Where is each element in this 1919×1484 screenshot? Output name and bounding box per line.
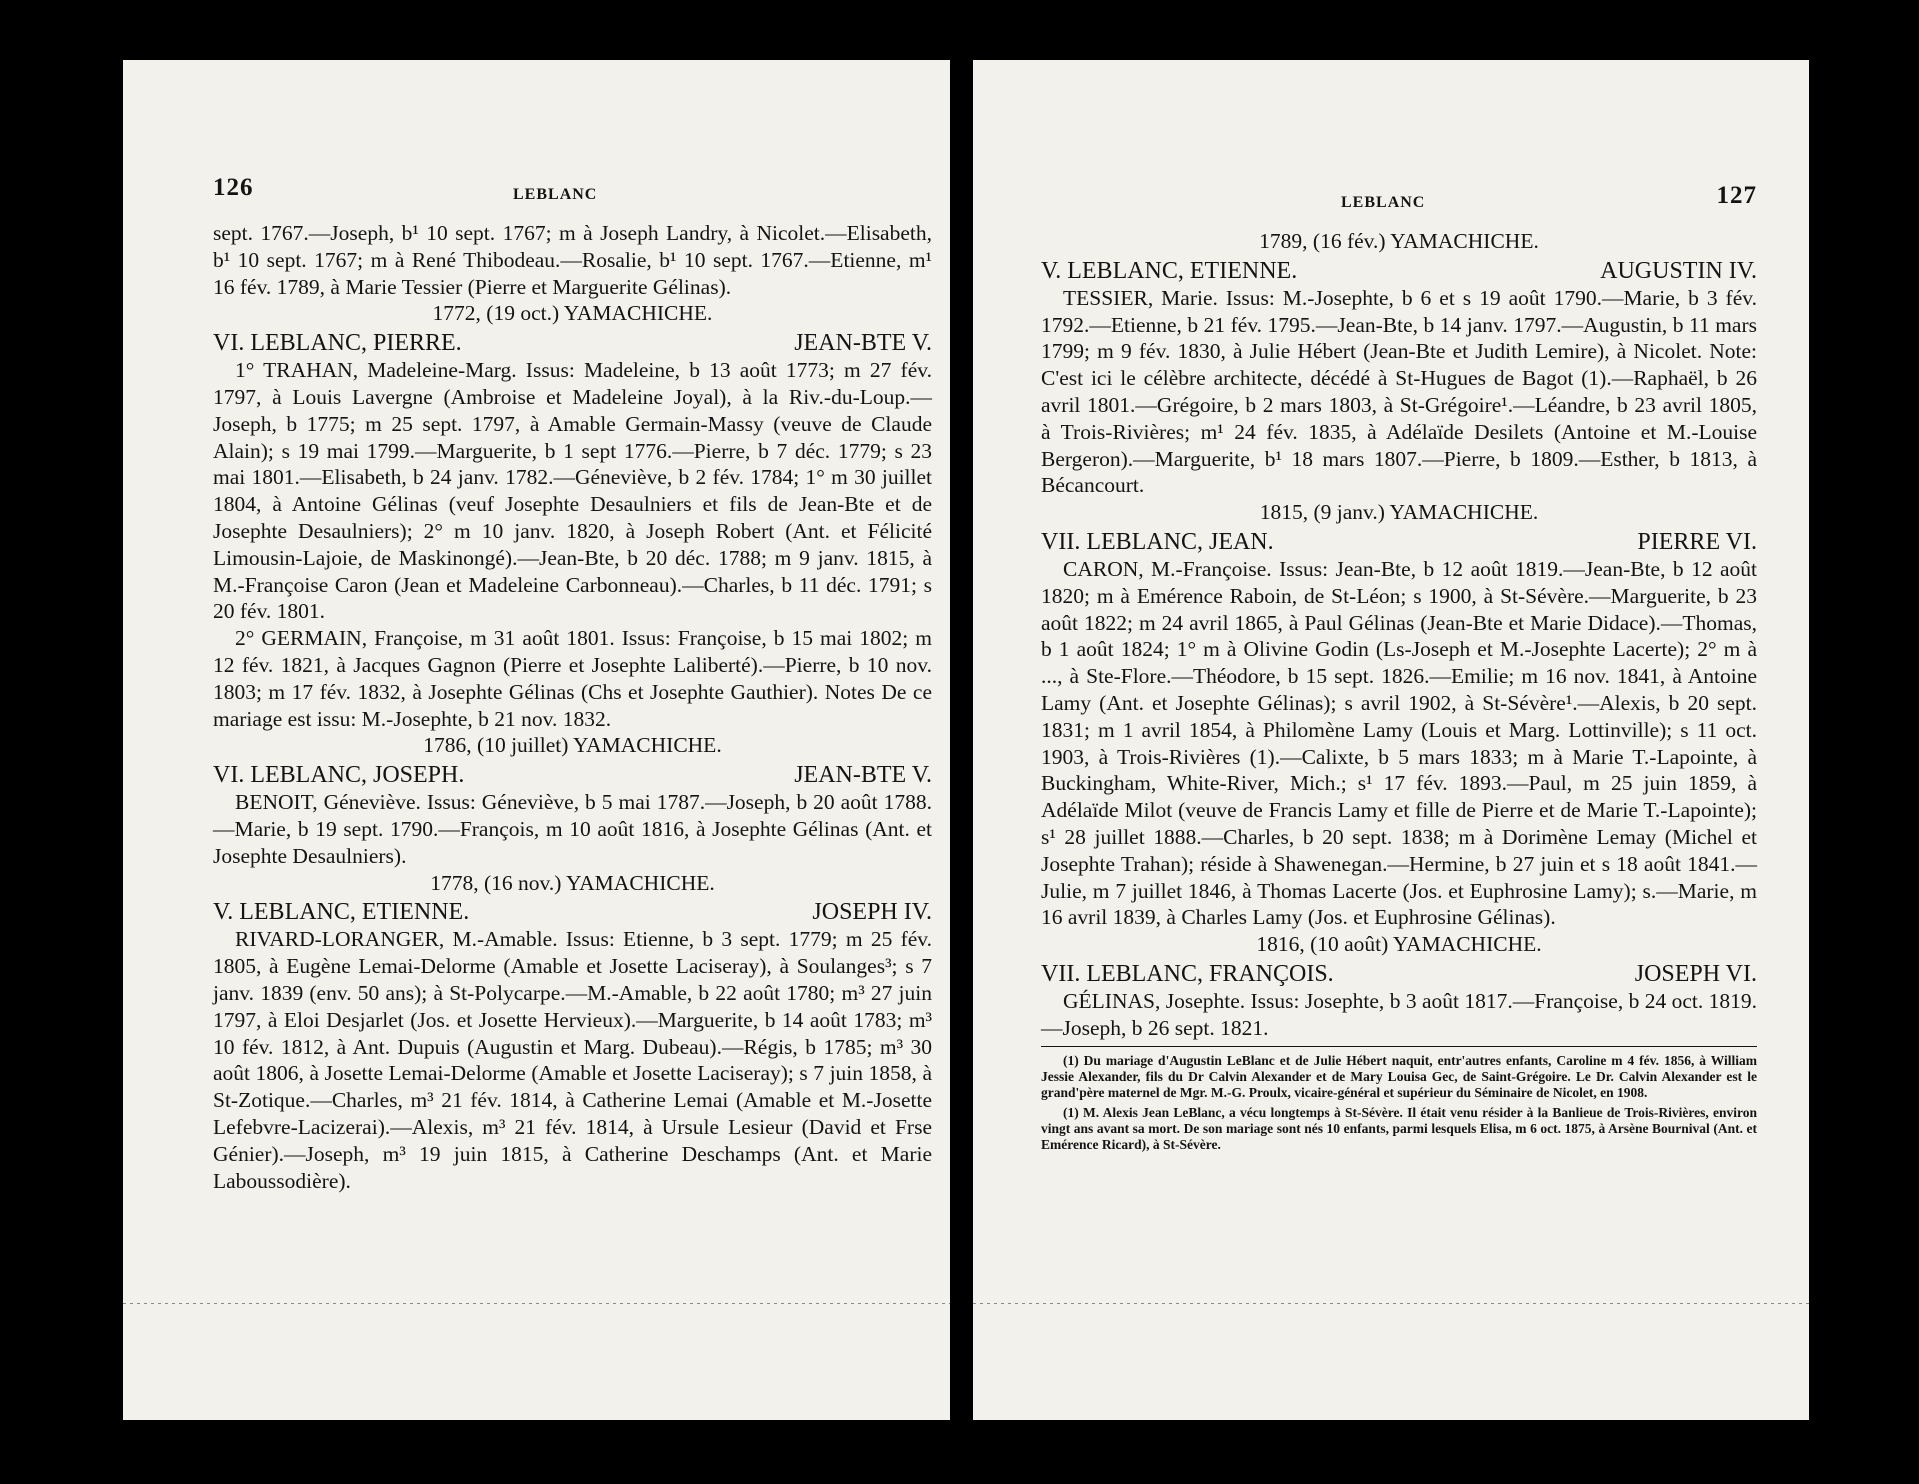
marriage-line: 1778, (16 nov.) YAMACHICHE.	[430, 870, 715, 895]
running-title: LEBLANC	[1341, 194, 1426, 211]
entry-heading	[213, 898, 932, 926]
page-number: 126	[213, 174, 254, 201]
entry-heading-name: VI. LEBLANC, PIERRE.	[213, 330, 462, 357]
marriage-line: 1786, (10 juillet) YAMACHICHE.	[423, 733, 722, 758]
right-page	[973, 60, 1809, 1420]
entry-heading-parent: JOSEPH IV.	[812, 899, 932, 926]
entry-text: RIVARD-LORANGER, M.-Amable. Issus: Etienne, b 3 sept. 1779; m 25 fév. 1805, à Eugène Lemai-Delorme (Amable et Josette Laciseray), à Soulanges³; s 7 janv. 1839 (env. 50 ans); à St-Polycarpe.—M.-Amable, b 22 août 1780; m³ 27 juin 1797, à Eloi Desjarlet (Jos. et Josette Hervieux).—Marguerite, b 14 août 1783; m³ 10 fév. 1812, à Ant. Dupuis (Augustin et Marg. Dubeau).—Régis, b 1785; m³ 30 août 1806, à Josette Lemai-Delorme (Amable et Josette Laciseray); s 7 juin 1858, à St-Zotique.—Charles, m³ 21 fév. 1814, à Catherine Lemai (Amable et M.-Josette Lefebvre-Lacizerai).—Alexis, m³ 21 fév. 1814, à Ursule Lesieur (David et Frse Génier).—Joseph, m³ 19 juin 1815, à Catherine Deschamps (Ant. et Marie Laboussodière).	[213, 927, 932, 1193]
entry-heading-parent: JEAN-BTE V.	[794, 330, 932, 357]
entry-heading-name: VII. LEBLANC, FRANÇOIS.	[1041, 960, 1334, 987]
entry-heading-parent: PIERRE VI.	[1637, 528, 1757, 555]
entry-heading-parent: AUGUSTIN IV.	[1600, 257, 1757, 284]
entry-heading-parent: JOSEPH VI.	[1634, 960, 1757, 987]
left-page	[123, 60, 950, 1420]
entry-text: 2° GERMAIN, Françoise, m 31 août 1801. Issus: Françoise, b 15 mai 1802; m 12 fév. 1821, à Jacques Gagnon (Pierre et Josephte Laliberté).—Pierre, b 10 nov. 1803; m 17 fév. 1832, à Josephte Gélinas (Chs et Josephte Gauthier). Notes De ce mariage est issu: M.-Josephte, b 21 nov. 1832.	[213, 626, 932, 731]
right-page-body	[1041, 228, 1757, 1042]
entry-heading-name: VI. LEBLANC, JOSEPH.	[213, 762, 465, 789]
entry-text: sept. 1767.—Joseph, b¹ 10 sept. 1767; m à Joseph Landry, à Nicolet.—Elisabeth, b¹ 10 sept. 1767; m à René Thibodeau.—Rosalie, b¹ 10 sept. 1767.—Etienne, m¹ 16 fév. 1789, à Marie Tessier (Pierre et Marguerite Gélinas).	[213, 221, 932, 299]
entry-heading	[213, 329, 932, 357]
entry-heading-name: V. LEBLANC, ETIENNE.	[213, 899, 470, 926]
marriage-line: 1789, (16 fév.) YAMACHICHE.	[1259, 229, 1539, 253]
entry-text: GÉLINAS, Josephte. Issus: Josephte, b 3 août 1817.—Françoise, b 24 oct. 1819.—Joseph, b 26 sept. 1821.	[1041, 988, 1757, 1040]
running-title: LEBLANC	[513, 186, 598, 203]
entry-heading-parent: JEAN-BTE V.	[794, 762, 932, 789]
entry-heading	[1041, 528, 1757, 556]
entry-heading	[1041, 257, 1757, 285]
entry-heading	[213, 761, 932, 789]
entry-heading-name: VII. LEBLANC, JEAN.	[1041, 528, 1274, 555]
page-number: 127	[1716, 182, 1757, 209]
entry-heading-name: V. LEBLANC, ETIENNE.	[1041, 257, 1298, 284]
marriage-line: 1815, (9 janv.) YAMACHICHE.	[1259, 500, 1539, 525]
footnote: (1) M. Alexis Jean LeBlanc, a vécu longtemps à St-Sévère. Il était venu résider à la Banlieue de Trois-Rivières, environ vingt ans avant sa mort. De son mariage sont nés 10 enfants, parmi lesquels Elisa, m 6 oct. 1875, à Arsène Bournival (Ant. et Emérence Ricard), à St-Sévère.	[1041, 1104, 1757, 1152]
marriage-line: 1816, (10 août) YAMACHICHE.	[1256, 932, 1542, 957]
left-running-head	[213, 174, 932, 220]
marriage-line: 1772, (19 oct.) YAMACHICHE.	[432, 301, 713, 326]
entry-text: 1° TRAHAN, Madeleine-Marg. Issus: Madeleine, b 13 août 1773; m 27 fév. 1797, à Louis Lavergne (Ambroise et Madeleine Joyal), à la Riv.-du-Loup.—Joseph, b 1775; m 25 sept. 1797, à Amable Germain-Massy (veuve de Claude Alain); s 19 mai 1799.—Marguerite, b 1 sept 1776.—Pierre, b 7 déc. 1779; s 23 mai 1801.—Elisabeth, b 24 janv. 1782.—Géneviève, b 2 fév. 1784; 1° m 30 juillet 1804, à Antoine Gélinas (veuf Josephte Desaulniers et fils de Jean-Bte et de Josephte Desaulniers); 2° m 10 janv. 1820, à Joseph Robert (Ant. et Félicité Limousin-Lajoie, de Maskinongé).—Jean-Bte, b 20 déc. 1788; m 9 janv. 1815, à M.-Françoise Caron (Jean et Madeleine Carbonneau).—Charles, b 11 déc. 1791; s 20 fév. 1801.	[213, 358, 932, 624]
left-page-body	[213, 220, 932, 1194]
entry-heading	[1041, 960, 1757, 988]
right-running-head	[1041, 182, 1757, 228]
footnote: (1) Du mariage d'Augustin LeBlanc et de Julie Hébert naquit, entr'autres enfants, Caroline m 4 fév. 1856, à William Jessie Alexander, fils du Dr Calvin Alexander et de Mary Louisa Gec, de Saint-Grégoire. Le Dr. Calvin Alexander est le grand'père maternel de Mgr. M.-G. Proulx, vicaire-général et supérieur du Séminaire de Nicolet, en 1908.	[1041, 1052, 1757, 1100]
entry-text: BENOIT, Géneviève. Issus: Géneviève, b 5 mai 1787.—Joseph, b 20 août 1788.—Marie, b 19 sept. 1790.—François, m 10 août 1816, à Josephte Gélinas (Ant. et Josephte Desaulniers).	[213, 790, 932, 868]
footnote-divider	[1041, 1046, 1757, 1047]
entry-text: TESSIER, Marie. Issus: M.-Josephte, b 6 et s 19 août 1790.—Marie, b 3 fév. 1792.—Etienne, b 21 fév. 1795.—Jean-Bte, b 14 janv. 1797.—Augustin, b 11 mars 1799; m 9 fév. 1830, à Julie Hébert (Jean-Bte et Judith Lemire), à Nicolet. Note: C'est ici le célèbre architecte, décédé à St-Hugues de Bagot (1).—Raphaël, b 26 avril 1801.—Grégoire, b 2 mars 1803, à St-Grégoire¹.—Léandre, b 23 avril 1805, à Trois-Rivières; m¹ 24 fév. 1835, à Adélaïde Desilets (Antoine et M.-Louise Bergeron).—Marguerite, b¹ 18 mars 1807.—Pierre, b 1809.—Esther, b 1813, à Bécancourt.	[1041, 285, 1757, 498]
entry-text: CARON, M.-Françoise. Issus: Jean-Bte, b 12 août 1819.—Jean-Bte, b 12 août 1820; m à Emérence Raboin, de St-Léon; s 1900, à St-Sévère.—Marguerite, b 23 août 1822; m 24 avril 1865, à Paul Gélinas (Jean-Bte et Marie Didace).—Thomas, b 1 août 1824; 1° m à Olivine Godin (Ls-Joseph et M.-Josephte Lacerte); 2° m à ..., à Ste-Flore.—Théodore, b 15 sept. 1826.—Emilie; m 16 nov. 1841, à Antoine Lamy (Ant. et Josephte Gélinas); s avril 1902, à St-Sévère¹.—Alexis, b 20 sept. 1831; m 1 avril 1854, à Philomène Lamy (Louis et Marg. Lottinville); s 11 oct. 1903, à Trois-Rivières (1).—Calixte, b 5 mars 1833; m à Marie T.-Lapointe, à Buckingham, White-River, Mich.; s¹ 17 fév. 1893.—Paul, m 25 juin 1859, à Adélaïde Milot (veuve de Francis Lamy et fille de Pierre et de Marie T.-Lapointe); s¹ 28 juillet 1888.—Charles, b 20 sept. 1838; m à Dorimène Lemay (Michel et Josephte Trahan); réside à Shawenegan.—Hermine, b 27 juin et s 18 août 1841.—Julie, m 7 juillet 1846, à Thomas Lacerte (Jos. et Euphrosine Lamy); s.—Marie, m 16 avril 1839, à Charles Lamy (Jos. et Euphrosine Gélinas).	[1041, 556, 1757, 930]
footnotes	[1041, 1053, 1757, 1153]
